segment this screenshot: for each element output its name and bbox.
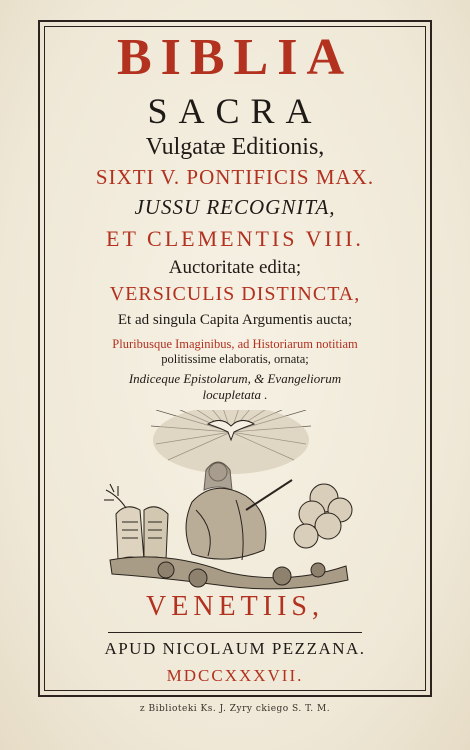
line-clementis: ET CLEMENTIS VIII. <box>106 226 364 251</box>
line-auctoritate: Auctoritate edita; <box>168 257 302 278</box>
line-sixti: SIXTI V. PONTIFICIS MAX. <box>95 165 375 189</box>
seated-figure <box>186 462 292 560</box>
title-biblia: BIBLIA <box>116 29 354 86</box>
tablets <box>116 507 168 560</box>
line-locupletata: locupletata . <box>202 387 268 402</box>
line-jussu: JUSSU RECOGNITA, <box>134 195 336 219</box>
imprint-rule <box>108 632 362 633</box>
foliage-ground <box>110 557 348 589</box>
line-imaginibus: Pluribusque Imaginibus, ad Historiarum notitiam <box>112 337 358 351</box>
cloud-glory <box>153 410 309 474</box>
engraving-illustration <box>96 410 366 590</box>
subtitle-vulgatae: Vulgatæ Editionis, <box>145 134 325 160</box>
line-argumentis: Et ad singula Capita Argumentis aucta; <box>117 312 353 328</box>
line-versiculis: VERSICULIS DISTINCTA, <box>109 283 361 305</box>
library-stamp: z Biblioteki Ks. J. Zyry ckiego S. T. M. <box>139 704 331 714</box>
line-indice: Indiceque Epistolarum, & Evangeliorum <box>128 371 342 386</box>
laurel-branch <box>104 484 126 508</box>
right-clouds <box>294 484 352 548</box>
imprint-printer: APUD NICOLAUM PEZZANA. <box>104 639 366 658</box>
imprint-year: MDCCXXXVII. <box>166 666 304 685</box>
imprint-place: VENETIIS, <box>146 591 324 622</box>
line-politissime: politissime elaboratis, ornata; <box>161 352 309 366</box>
title-sacra: SACRA <box>147 91 323 131</box>
